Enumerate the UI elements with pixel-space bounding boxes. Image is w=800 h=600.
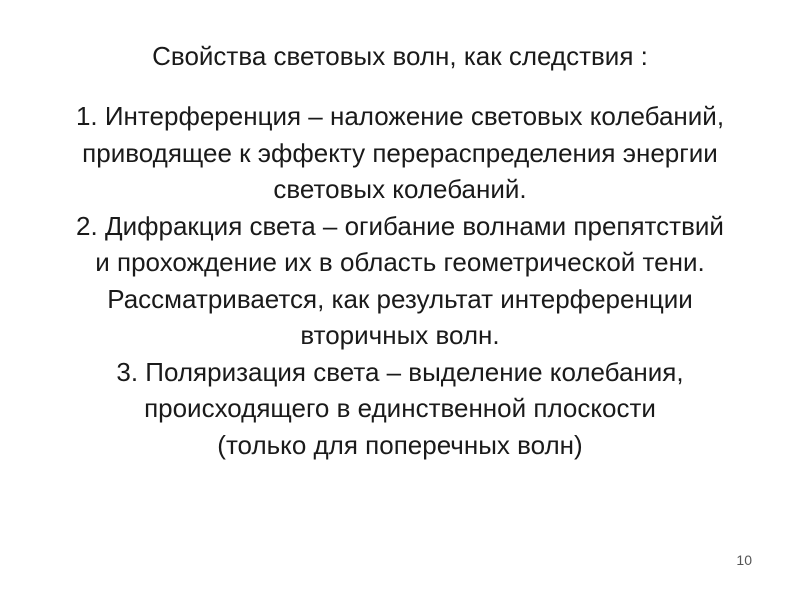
slide-body bbox=[20, 98, 780, 463]
body-line: световых колебаний. bbox=[273, 174, 527, 204]
body-line: вторичных волн. bbox=[300, 320, 500, 350]
body-line: (только для поперечных волн) bbox=[217, 429, 583, 460]
body-line: Рассматривается, как результат интерференции bbox=[107, 283, 693, 314]
body-line: 3. Поляризация света – выделение колебания, bbox=[116, 356, 684, 387]
slide-page-number: 10 bbox=[736, 552, 752, 568]
body-line: 2. Дифракция света – огибание волнами препятствий bbox=[76, 210, 724, 241]
body-line: 1. Интерференция – наложение световых колебаний, bbox=[75, 101, 725, 131]
body-line: и прохождение их в область геометрической тени. bbox=[95, 247, 705, 277]
body-line: происходящего в единственной плоскости bbox=[144, 393, 656, 423]
body-line: приводящее к эффекту перераспределения энергии bbox=[82, 137, 718, 168]
slide-title: Свойства световых волн, как следствия : bbox=[152, 41, 648, 71]
